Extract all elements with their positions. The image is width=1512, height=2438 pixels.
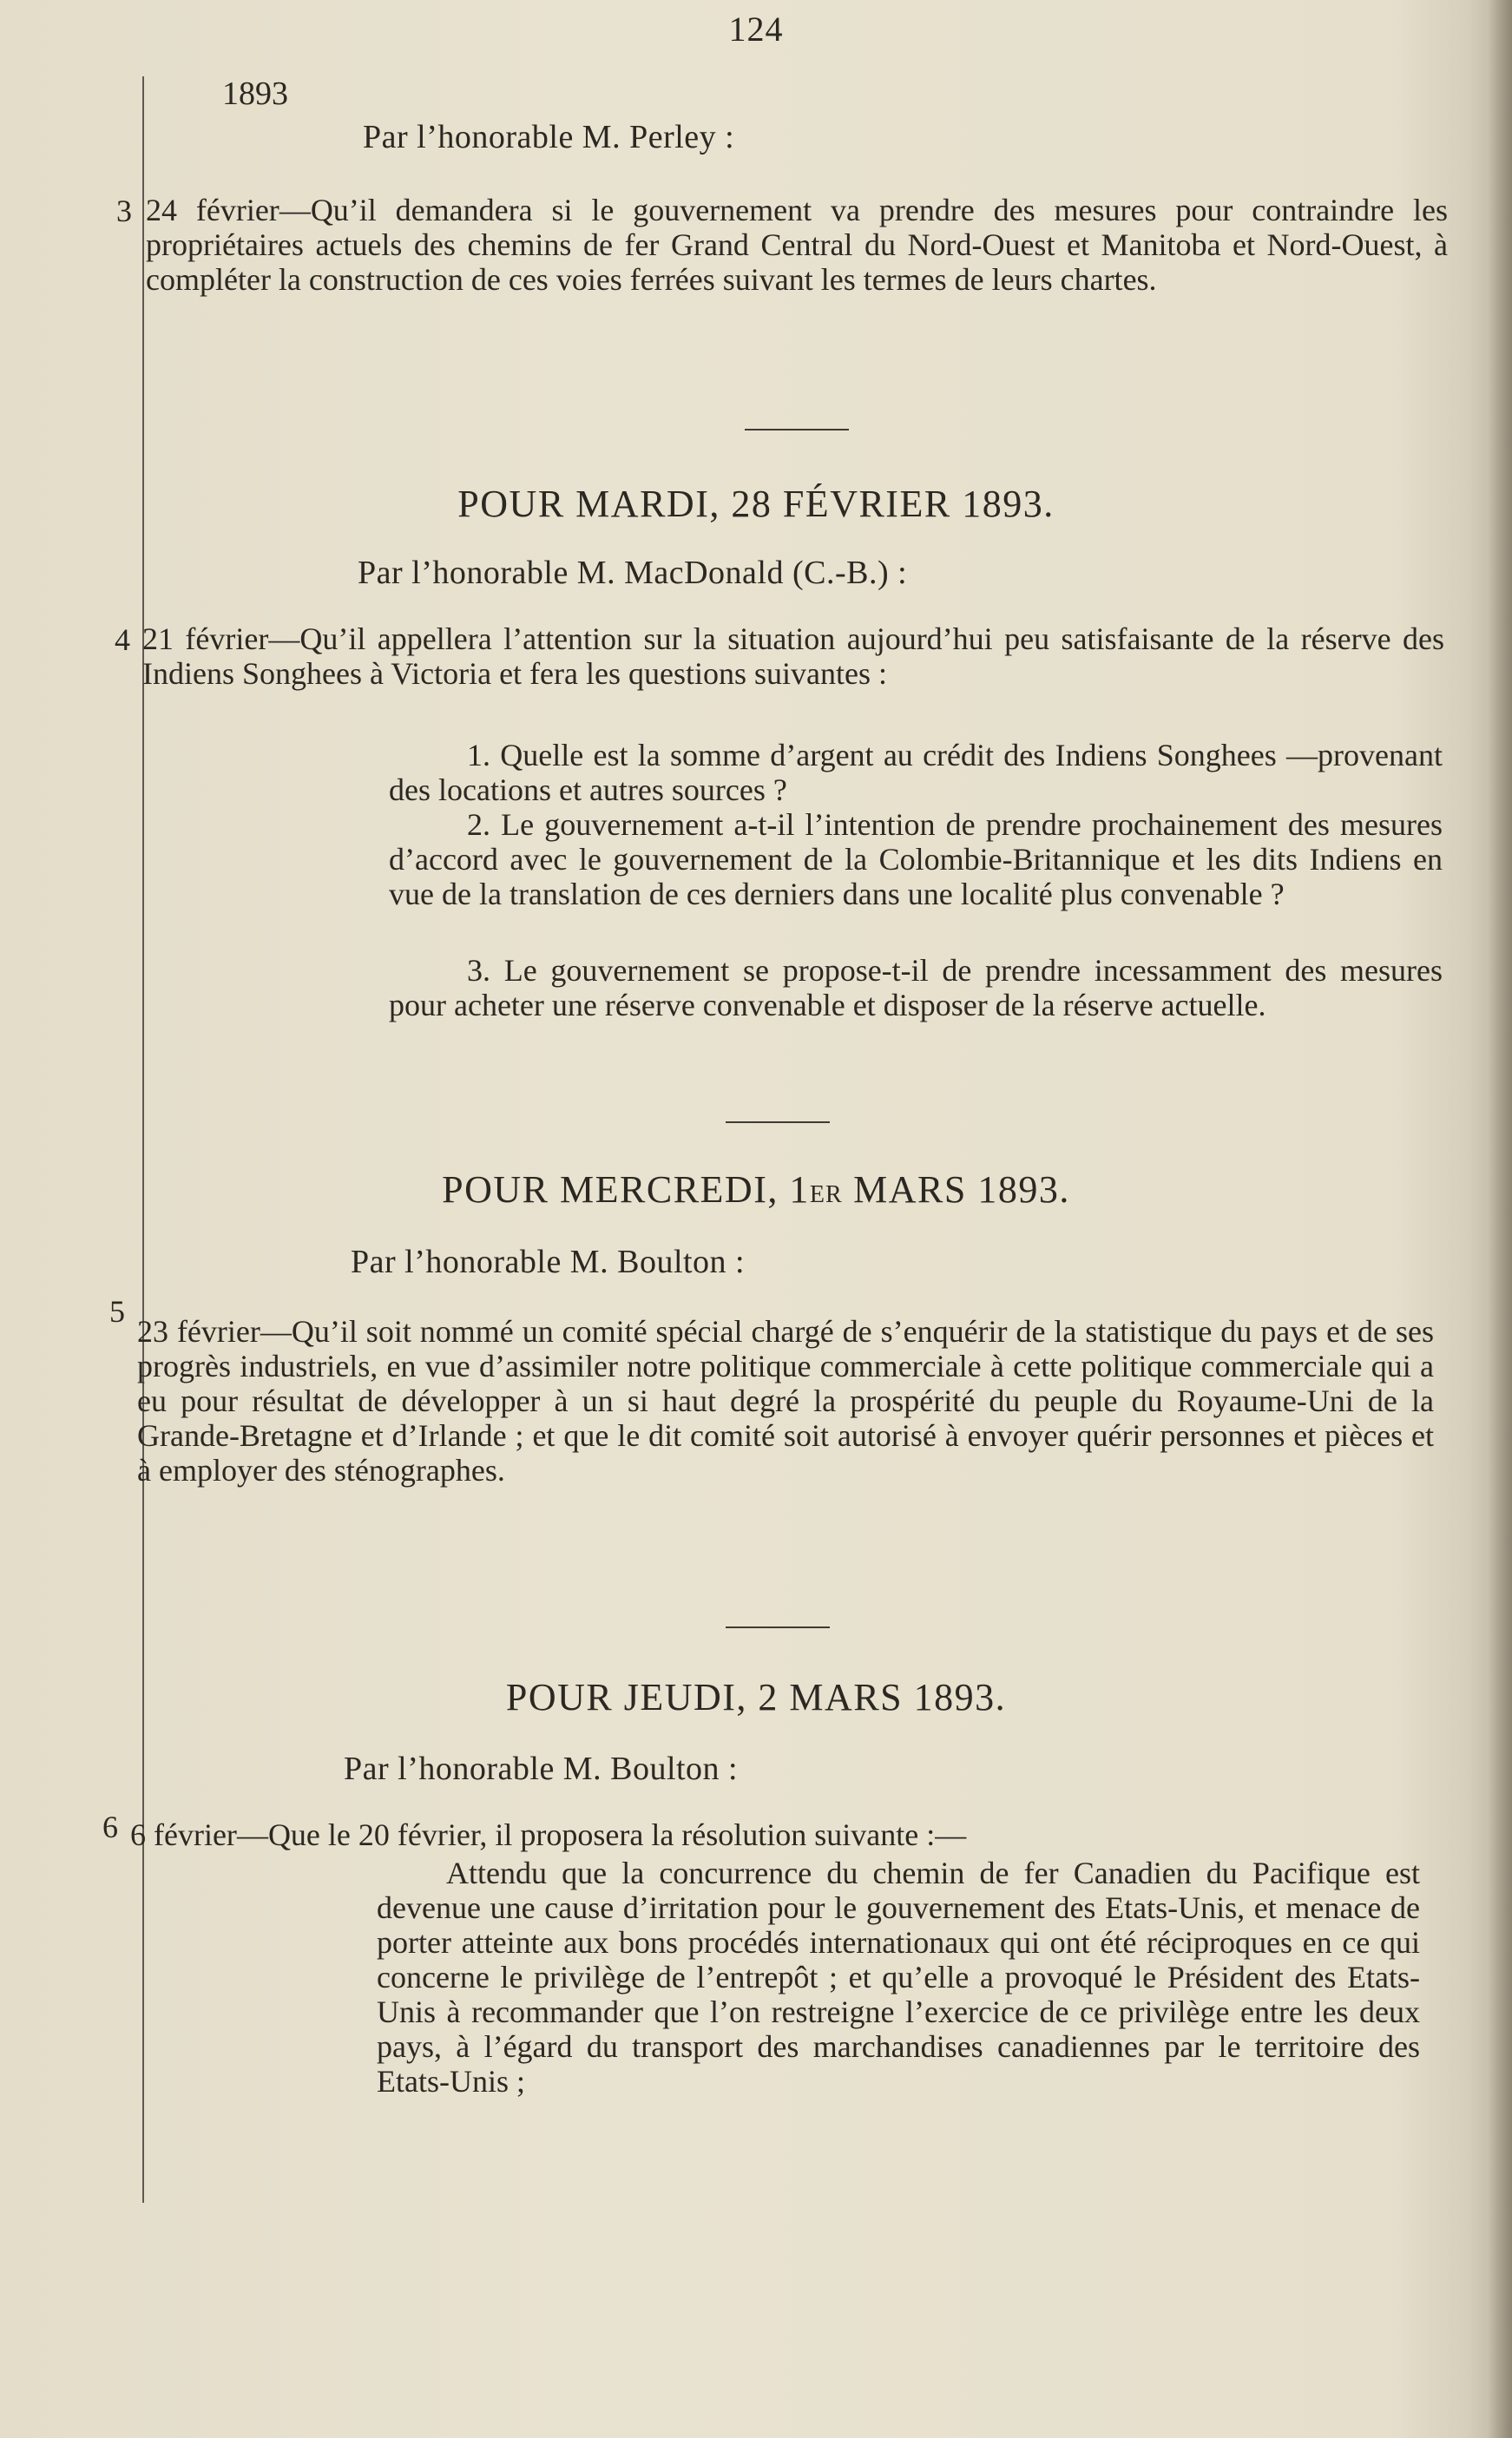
section-divider xyxy=(745,429,849,430)
item-4-date: 21 février xyxy=(142,621,269,656)
item-4-entry xyxy=(142,621,1444,691)
item-number-6: 6 xyxy=(102,1810,118,1844)
item-6-text: —Que le 20 février, il proposera la résolution suivante :— xyxy=(236,1817,967,1852)
section-3-heading-prefix: POUR MERCREDI, 1 xyxy=(442,1168,810,1211)
item-number-5: 5 xyxy=(109,1294,125,1329)
question-1: 1. Quelle est la somme d’argent au crédit des Indiens Songhees —provenant des locations et autres sources ? xyxy=(389,738,1443,807)
section-4-heading: POUR JEUDI, 2 MARS 1893. xyxy=(505,1676,1007,1718)
question-3: 3. Le gouvernement se propose-t-il de prendre incessamment des mesures pour acheter une réserve convenable et disposer de la réserve actuelle. xyxy=(389,953,1443,1022)
page-number: 124 xyxy=(728,10,784,49)
section-1-by-line: Par l’honorable M. Perley : xyxy=(363,119,735,155)
section-3-heading xyxy=(0,1167,1512,1212)
section-3-heading-suffix: MARS 1893. xyxy=(842,1168,1070,1211)
item-5-entry xyxy=(137,1314,1434,1488)
section-3-by-line: Par l’honorable M. Boulton : xyxy=(351,1244,746,1280)
item-3-text: —Qu’il demandera si le gouvernement va prendre des mesures pour contraindre les propriétaires actuels des chemins de fer Grand Central du Nord-Ouest et Manitoba et Nord-Ouest, à compléter la construction de ces voies ferrées suivant les termes de leurs chartes. xyxy=(146,193,1448,297)
section-divider xyxy=(726,1121,830,1123)
item-5-text: —Qu’il soit nommé un comité spécial chargé de s’enquérir de la statistique du pays et de ses progrès industriels, en vue d’assimiler notre politique commerciale à cette politique commerciale qui a eu pour résultat de développer à un si haut degré la prospérité du peuple du Royaume-Uni de la Grande-Bretagne et d’Irlande ; et que le dit comité soit autorisé à envoyer quérir personnes et pièces et à employer des sténographes. xyxy=(137,1314,1434,1488)
item-4-text: —Qu’il appellera l’attention sur la situation aujourd’hui peu satisfaisante de la réserve des Indiens Songhees à Victoria et fera les questions suivantes : xyxy=(142,621,1444,691)
item-5-date: 23 février xyxy=(137,1314,260,1349)
item-6-entry xyxy=(130,1817,1432,1852)
item-3-entry xyxy=(146,193,1448,297)
binding-shadow xyxy=(1488,0,1512,2438)
resolution-paragraph: Attendu que la concurrence du chemin de fer Canadien du Pacifique est devenue une cause d’irritation pour le gouvernement des Etats-Unis, et menace de porter atteinte aux bons procédés internationaux qui ont été réciproques en ce qui concerne le privilège de l’entrepôt ; et qu’elle a provoqué le Président des Etats-Unis à recommander que l’on restreigne l’exercice de ce privilège entre les deux pays, à l’égard du transport des marchandises canadiennes par le territoire des Etats-Unis ; xyxy=(377,1856,1420,2099)
item-3-date: 24 février xyxy=(146,193,279,227)
item-6-date: 6 février xyxy=(130,1817,237,1852)
section-3-heading-sup: ER xyxy=(809,1181,843,1208)
year-label: 1893 xyxy=(222,76,288,112)
question-2: 2. Le gouvernement a-t-il l’intention de prendre prochainement des mesures d’accord avec le gouvernement de la Colombie-Britannique et les dits Indiens en vue de la translation de ces derniers dans une localité plus convenable ? xyxy=(389,807,1443,911)
section-divider xyxy=(726,1626,830,1628)
item-number-4: 4 xyxy=(115,622,130,657)
margin-rule xyxy=(142,76,144,2203)
item-number-3: 3 xyxy=(116,194,132,228)
section-4-by-line: Par l’honorable M. Boulton : xyxy=(344,1751,739,1787)
section-2-heading: POUR MARDI, 28 FÉVRIER 1893. xyxy=(457,483,1055,525)
section-2-by-line: Par l’honorable M. MacDonald (C.-B.) : xyxy=(358,555,908,591)
